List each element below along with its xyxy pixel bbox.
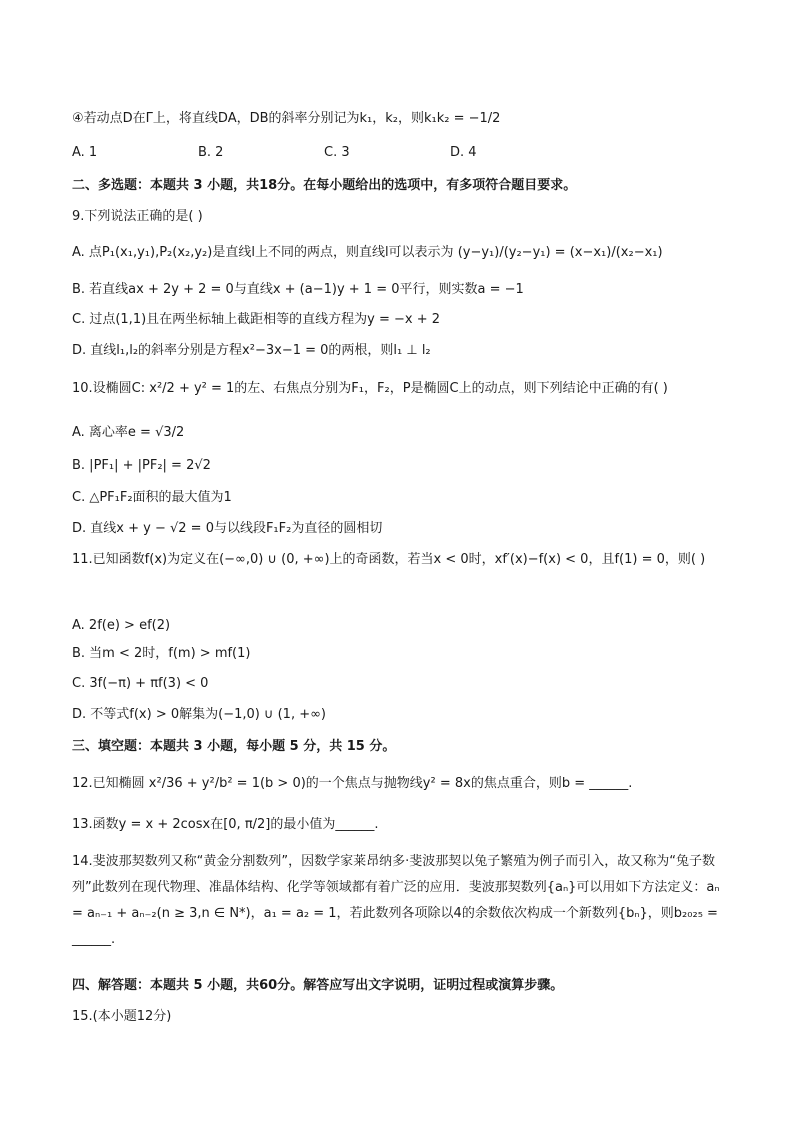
section-heading-multiple-choice: 二、多选题：本题共 3 小题，共18分。在每小题给出的选项中，有多项符合题目要求。 <box>72 178 577 193</box>
section-heading-solutions: 四、解答题：本题共 5 小题，共60分。解答应写出文字说明，证明过程或演算步骤。 <box>72 978 564 993</box>
q11-option-d: D. 不等式f(x) > 0解集为(−1,0) ∪ (1, +∞) <box>72 707 327 722</box>
q11-option-b: B. 当m < 2时，f(m) > mf(1) <box>72 646 251 661</box>
q10-stem: 10.设椭圆C: x²/2 + y² = 1的左、右焦点分别为F₁，F₂，P是椭圆C上的动点，则下列结论中正确的有( ) <box>72 381 668 396</box>
q8-item-4: ④若动点D在Γ上，将直线DA，DB的斜率分别记为k₁，k₂，则k₁k₂ = −1/2 <box>72 111 501 126</box>
q9-option-d: D. 直线l₁,l₂的斜率分别是方程x²−3x−1 = 0的两根，则l₁ ⊥ l₂ <box>72 343 431 358</box>
section-heading-fill-in: 三、填空题：本题共 3 小题，每小题 5 分，共 15 分。 <box>72 739 396 754</box>
q10-option-c: C. △PF₁F₂面积的最大值为1 <box>72 490 232 505</box>
q11-stem: 11.已知函数f(x)为定义在(−∞,0) ∪ (0, +∞)上的奇函数，若当x < 0时，xf′(x)−f(x) < 0，且f(1) = 0，则( ) <box>72 552 706 567</box>
q11-option-c: C. 3f(−π) + πf(3) < 0 <box>72 676 209 691</box>
q12: 12.已知椭圆 x²/36 + y²/b² = 1(b > 0)的一个焦点与抛物线y² = 8x的焦点重合，则b = ______. <box>72 776 633 791</box>
q14: 14.斐波那契数列又称“黄金分割数列”，因数学家莱昂纳多·斐波那契以兔子繁殖为例子而引入，故又称为“兔子数列”此数列在现代物理、准晶体结构、化学等领域都有着广泛的应用．斐波那契数列{aₙ}可以用如下方法定义：aₙ = aₙ₋₁ + aₙ₋₂(n ≥ 3,n ∈ N*)，a₁ = a₂ = 1，若此数列各项除以4的余数依次构成一个新数列{bₙ}，则b₂₀₂₅ = ______. <box>72 854 720 947</box>
q15-heading: 15.(本小题12分) <box>72 1009 172 1024</box>
q9-option-c: C. 过点(1,1)且在两坐标轴上截距相等的直线方程为y = −x + 2 <box>72 312 441 327</box>
q8-choice-b: B. 2 <box>198 145 224 160</box>
q10-option-b: B. |PF₁| + |PF₂| = 2√2 <box>72 458 211 473</box>
q8-choice-d: D. 4 <box>450 145 477 160</box>
q9-stem: 9.下列说法正确的是( ) <box>72 209 203 224</box>
q8-choice-c: C. 3 <box>324 145 350 160</box>
q11-option-a: A. 2f(e) > ef(2) <box>72 618 171 633</box>
q9-option-b: B. 若直线ax + 2y + 2 = 0与直线x + (a−1)y + 1 = 0平行，则实数a = −1 <box>72 282 524 297</box>
q10-option-a: A. 离心率e = √3/2 <box>72 425 185 440</box>
q9-option-a: A. 点P₁(x₁,y₁),P₂(x₂,y₂)是直线l上不同的两点，则直线l可以表示为 (y−y₁)/(y₂−y₁) = (x−x₁)/(x₂−x₁) <box>72 245 663 260</box>
q8-choice-a: A. 1 <box>72 145 98 160</box>
q13: 13.函数y = x + 2cosx在[0, π/2]的最小值为______. <box>72 817 379 832</box>
q10-option-d: D. 直线x + y − √2 = 0与以线段F₁F₂为直径的圆相切 <box>72 521 383 536</box>
q8-choices <box>72 145 712 160</box>
